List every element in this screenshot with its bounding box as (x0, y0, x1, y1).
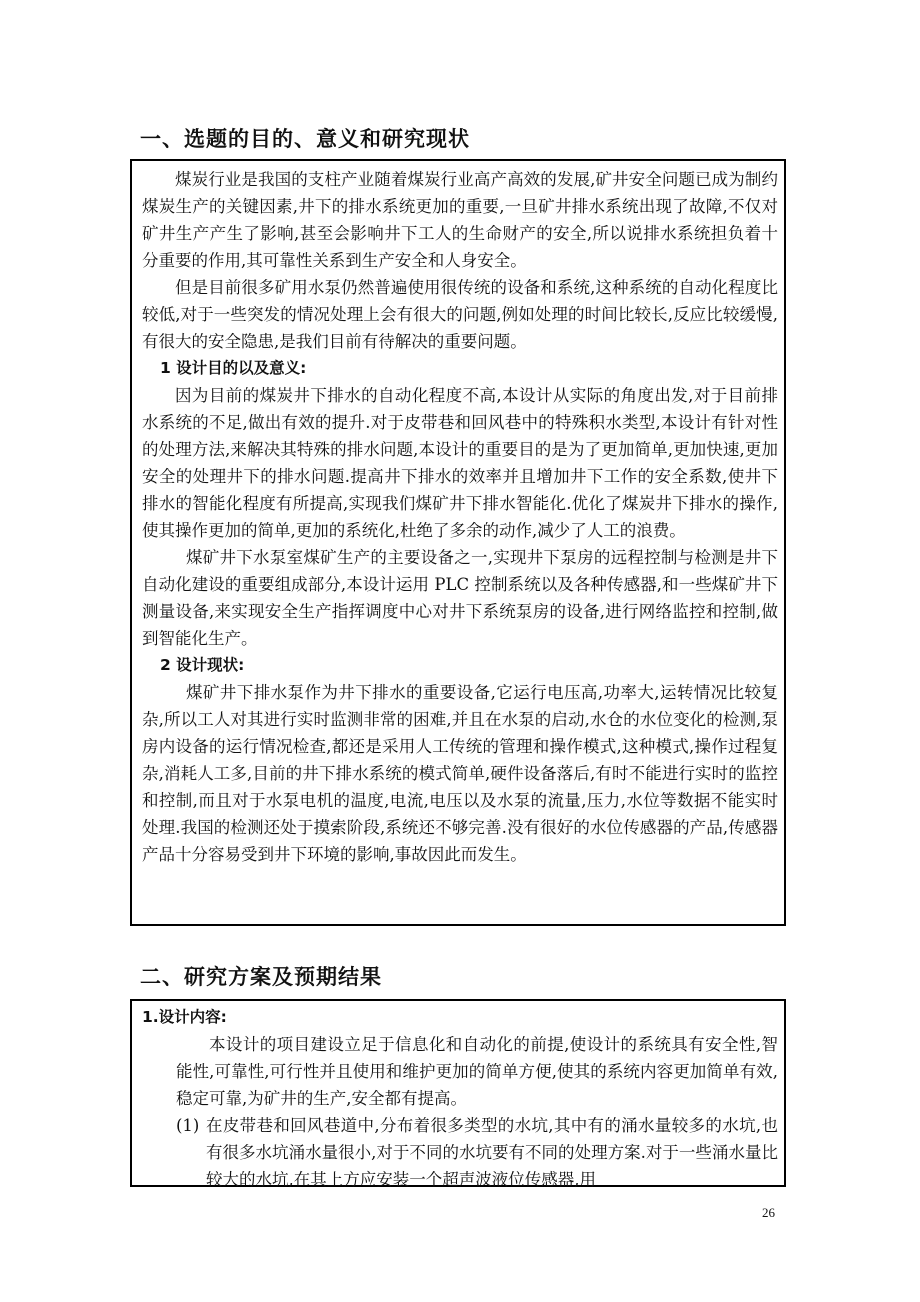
section-2-content (142, 1004, 778, 1193)
list-item-number: (1) (176, 1116, 200, 1135)
paragraph: 但是目前很多矿用水泵仍然普遍使用很传统的设备和系统,这种系统的自动化程度比较低,对于一些突发的情况处理上会有很大的问题,例如处理的时间比较长,反应比较缓慢,有很大的安全隐患,是我们目前有待解决的重要问题。 (142, 278, 778, 351)
paragraph: 因为目前的煤炭井下排水的自动化程度不高,本设计从实际的角度出发,对于目前排水系统的不足,做出有效的提升.对于皮带巷和回风巷中的特殊积水类型,本设计有针对性的处理方法,来解决其特殊的排水问题,本设计的重要目的是为了更加简单,更加快速,更加安全的处理井下的排水问题.提高井下排水的效率并且增加井下工作的安全系数,使井下排水的智能化程度有所提高,实现我们煤矿井下排水智能化.优化了煤炭井下排水的操作,使其操作更加的简单,更加的系统化,杜绝了多余的动作,减少了人工的浪费。 (142, 386, 778, 540)
section-1-content (142, 166, 778, 868)
page-number: 26 (762, 1205, 775, 1220)
list-item-text: 在皮带巷和回风巷道中,分布着很多类型的水坑,其中有的涌水量较多的水坑,也有很多水坑涌水量很小,对于不同的水坑要有不同的处理方案.对于一些涌水量比较大的水坑,在其上方应安装一个超声波液位传感器,用 (206, 1116, 778, 1189)
section-1-box (130, 159, 786, 926)
subheading-design-content: 1.设计内容: (142, 1008, 227, 1026)
section-2-box (130, 999, 786, 1187)
paragraph: 煤矿井下水泵室煤矿生产的主要设备之一,实现井下泵房的远程控制与检测是井下自动化建设的重要组成部分,本设计运用 PLC 控制系统以及各种传感器,和一些煤矿井下测量设备,来实现安全生产指挥调度中心对井下系统泵房的设备,进行网络监控和控制,做到智能化生产。 (142, 548, 778, 648)
paragraph: 本设计的项目建设立足于信息化和自动化的前提,使设计的系统具有安全性,智能性,可靠性,可行性并且使用和维护更加的简单方便,使其的系统内容更加简单有效,稳定可靠,为矿井的生产,安全都有提高。 (176, 1035, 778, 1108)
section-2-heading: 二、研究方案及预期结果 (140, 965, 382, 989)
paragraph: 煤炭行业是我国的支柱产业随着煤炭行业高产高效的发展,矿井安全问题已成为制约煤炭生产的关键因素,井下的排水系统更加的重要,一旦矿井排水系统出现了故障,不仅对矿井生产产生了影响,甚至会影响井下工人的生命财产的安全,所以说排水系统担负着十分重要的作用,其可靠性关系到生产安全和人身安全。 (142, 170, 778, 270)
section-1-heading: 一、选题的目的、意义和研究现状 (140, 127, 470, 151)
subheading-design-purpose: 1 设计目的以及意义: (160, 359, 307, 377)
subheading-design-status: 2 设计现状: (160, 656, 245, 674)
paragraph: 煤矿井下排水泵作为井下排水的重要设备,它运行电压高,功率大,运转情况比较复杂,所以工人对其进行实时监测非常的困难,并且在水泵的启动,水仓的水位变化的检测,泵房内设备的运行情况检查,都还是采用人工传统的管理和操作模式,这种模式,操作过程复杂,消耗人工多,目前的井下排水系统的模式简单,硬件设备落后,有时不能进行实时的监控和控制,而且对于水泵电机的温度,电流,电压以及水泵的流量,压力,水位等数据不能实时处理.我国的检测还处于摸索阶段,系统还不够完善.没有很好的水位传感器的产品,传感器产品十分容易受到井下环境的影响,事故因此而发生。 (142, 683, 778, 864)
list-item (142, 1112, 778, 1193)
